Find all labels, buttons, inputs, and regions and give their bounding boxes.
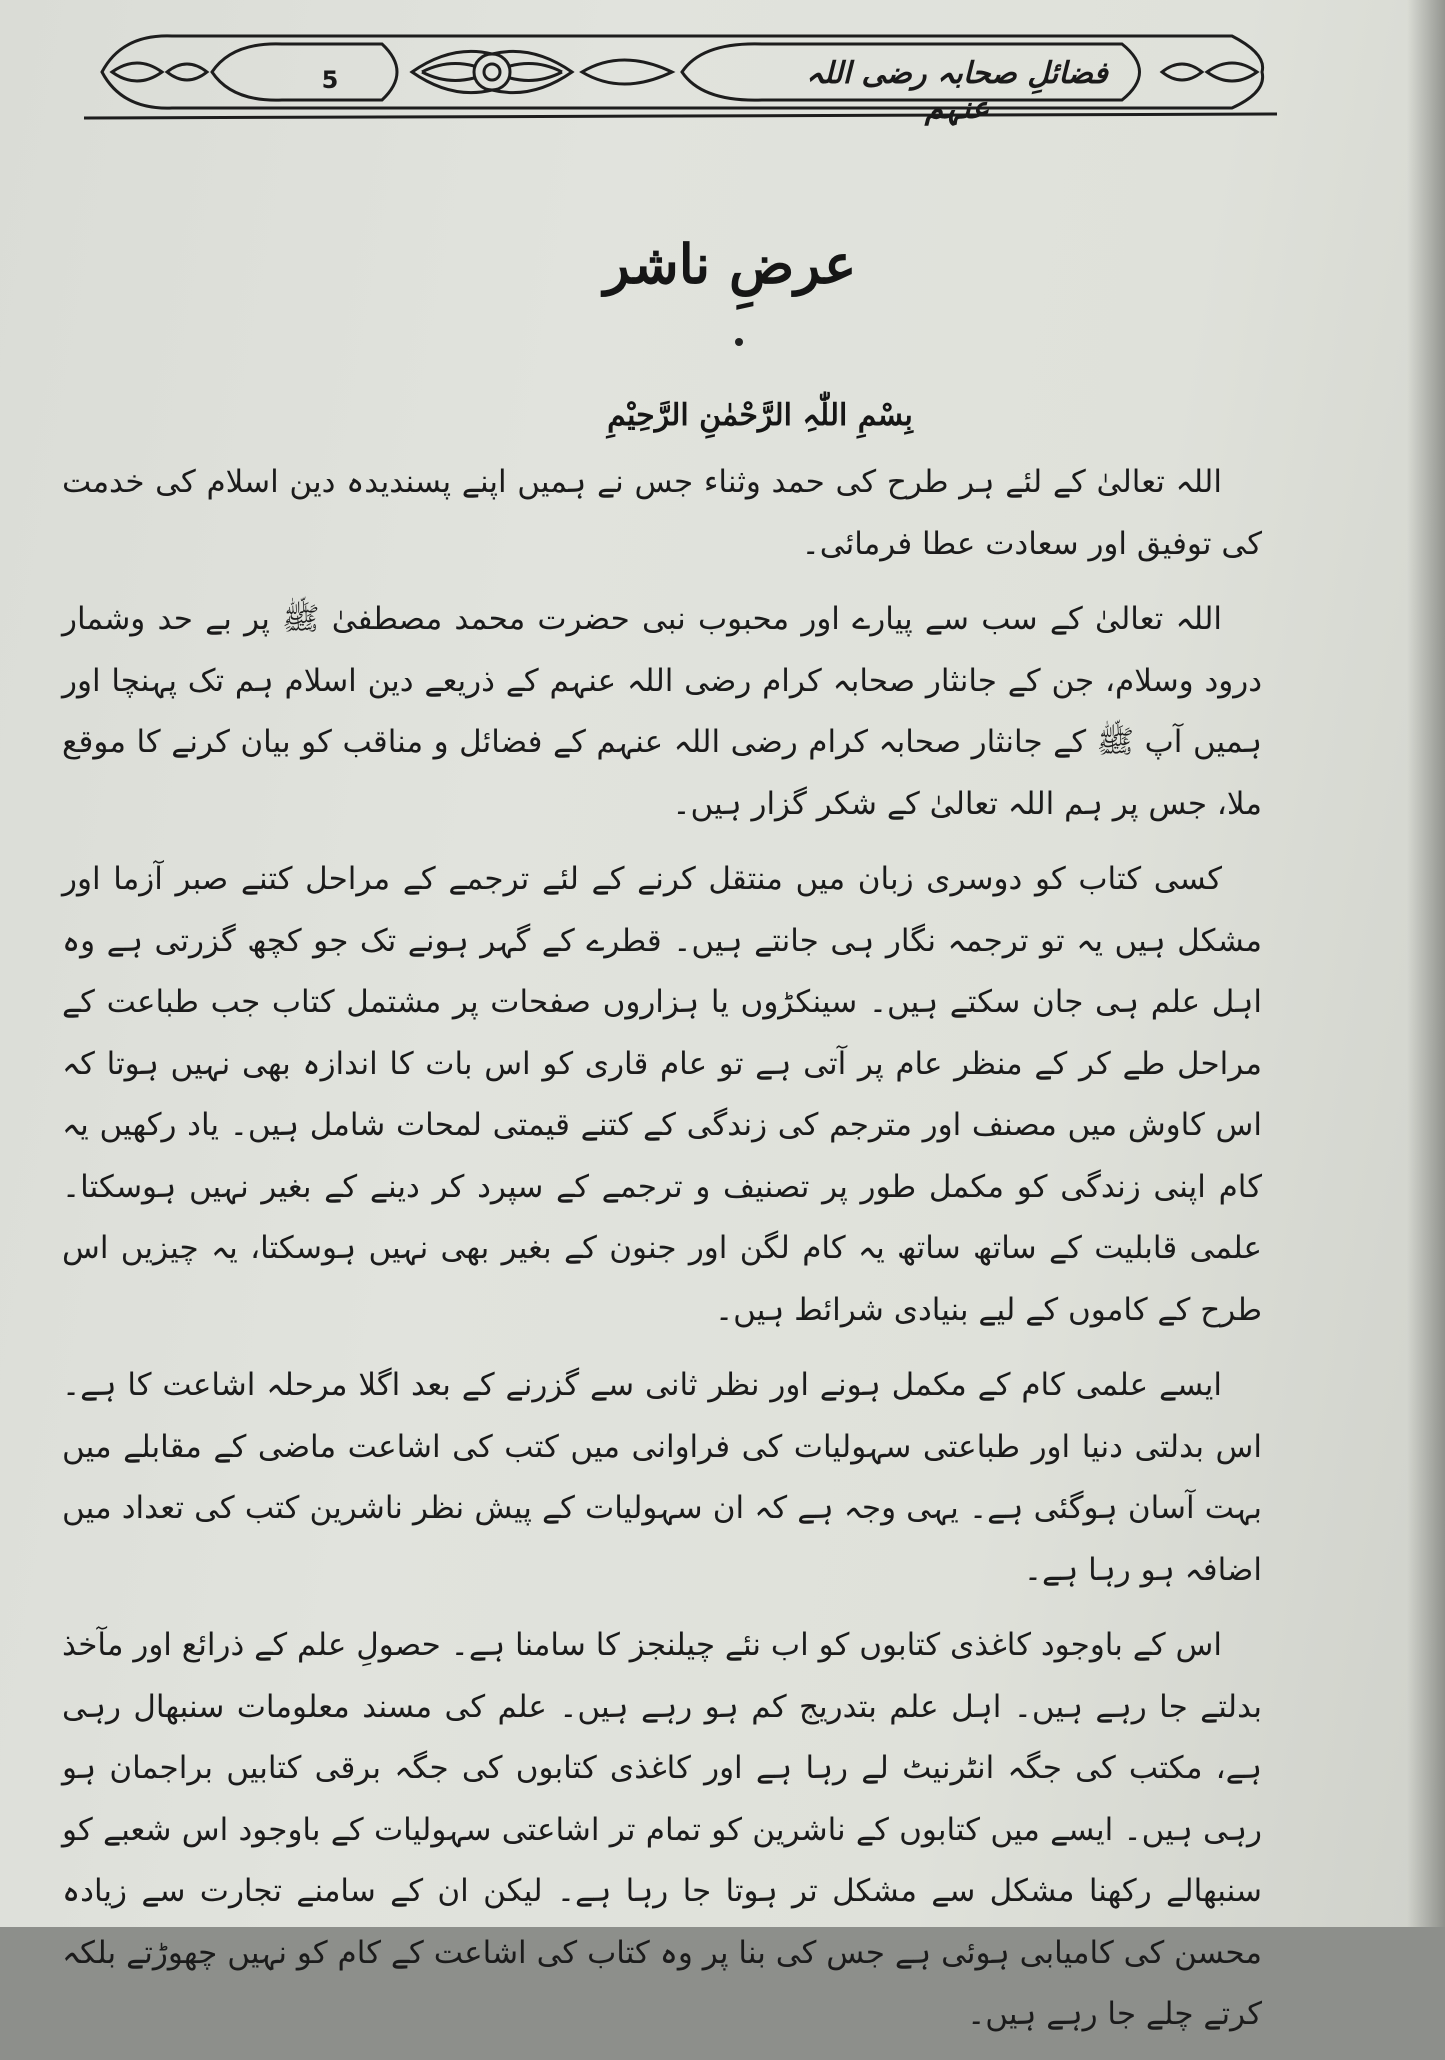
paragraph: ایسے علمی کام کے مکمل ہونے اور نظر ثانی سے گزرنے کے بعد اگلا مرحلہ اشاعت کا ہے۔ اس بدلتی دنیا اور طباعتی سہولیات کی فراوانی میں کتب کی اشاعت ماضی کے مقابلے میں بہت آسان ہوگئی ہے۔ یہی وجہ ہے کہ ان سہولیات کے پیش نظر ناشرین کتب کی تعداد میں اضافہ ہو رہا ہے۔ [62, 1367, 1262, 1588]
page-number: 5 [321, 66, 339, 94]
running-title: فضائلِ صحابہ رضی اللہ عنہم [806, 56, 1108, 126]
page-heading: عرضِ ناشر [603, 232, 857, 296]
paragraph: اس کے باوجود کاغذی کتابوں کو اب نئے چیلنجز کا سامنا ہے۔ حصولِ علم کے ذرائع اور مآخذ بدلتے جا رہے ہیں۔ اہل علم بتدریج کم ہو رہے ہیں۔ علم کی مسند معلومات سنبھال رہی ہے، مکتب کی جگہ انٹرنیٹ لے رہا ہے اور کاغذی کتابوں کی جگہ برقی کتابیں براجمان ہو رہی ہیں۔ ایسے میں کتابوں کے ناشرین کو تمام تر اشاعتی سہولیات کے باوجود اس شعبے کو سنبھالے رکھنا مشکل سے مشکل تر ہوتا جا رہا ہے۔ لیکن ان کے سامنے تجارت سے زیادہ محسن کی کامیابی ہوئی ہے جس کی بنا پر وہ کتاب کی اشاعت کے کام کو نہیں چھوڑتے بلکہ کرتے چلے جا رہے ہیں۔ [62, 1627, 1262, 2032]
paragraph: اللہ تعالیٰ کے لئے ہر طرح کی حمد وثناء جس نے ہمیں اپنے پسندیدہ دین اسلام کی خدمت کی توفیق اور سعادت عطا فرمائی۔ [62, 464, 1262, 562]
page-header-ornament [82, 14, 1282, 124]
paragraph: اللہ تعالیٰ کے سب سے پیارے اور محبوب نبی حضرت محمد مصطفیٰ ﷺ پر بے حد وشمار درود وسلام، جن کے جانثار صحابہ کرام رضی اللہ عنہم کے ذریعے دین اسلام ہم تک پہنچا اور ہمیں آپ ﷺ کے جانثار صحابہ کرام رضی اللہ عنہم کے فضائل و مناقب کو بیان کرنے کا موقع ملا، جس پر ہم اللہ تعالیٰ کے شکر گزار ہیں۔ [62, 601, 1262, 822]
paragraph: کسی کتاب کو دوسری زبان میں منتقل کرنے کے لئے ترجمے کے مراحل کتنے صبر آزما اور مشکل ہیں یہ تو ترجمہ نگار ہی جانتے ہیں۔ قطرے کے گہر ہونے تک جو کچھ گزرتی ہے وہ اہل علم ہی جان سکتے ہیں۔ سینکڑوں یا ہزاروں صفحات پر مشتمل کتاب جب طباعت کے مراحل طے کر کے منظر عام پر آتی ہے تو عام قاری کو اس بات کا اندازہ بھی نہیں ہوتا کہ اس کاوش میں مصنف اور مترجم کی زندگی کے کتنے قیمتی لمحات شامل ہیں۔ یاد رکھیں یہ کام اپنی زندگی کو مکمل طور پر تصنیف و ترجمے کے سپرد کر دینے کے بغیر نہیں ہوسکتا۔ علمی قابلیت کے ساتھ ساتھ یہ کام لگن اور جنون کے بغیر بھی نہیں ہوسکتا، یہ چیزیں اس طرح کے کاموں کے لیے بنیادی شرائط ہیں۔ [62, 861, 1262, 1328]
heading-dot [735, 338, 743, 346]
page-edge-shadow [1407, 0, 1445, 1927]
body-text [62, 452, 1262, 2060]
bismillah: بِسْمِ اللّٰہِ الرَّحْمٰنِ الرَّحِیْمِ [607, 398, 913, 433]
